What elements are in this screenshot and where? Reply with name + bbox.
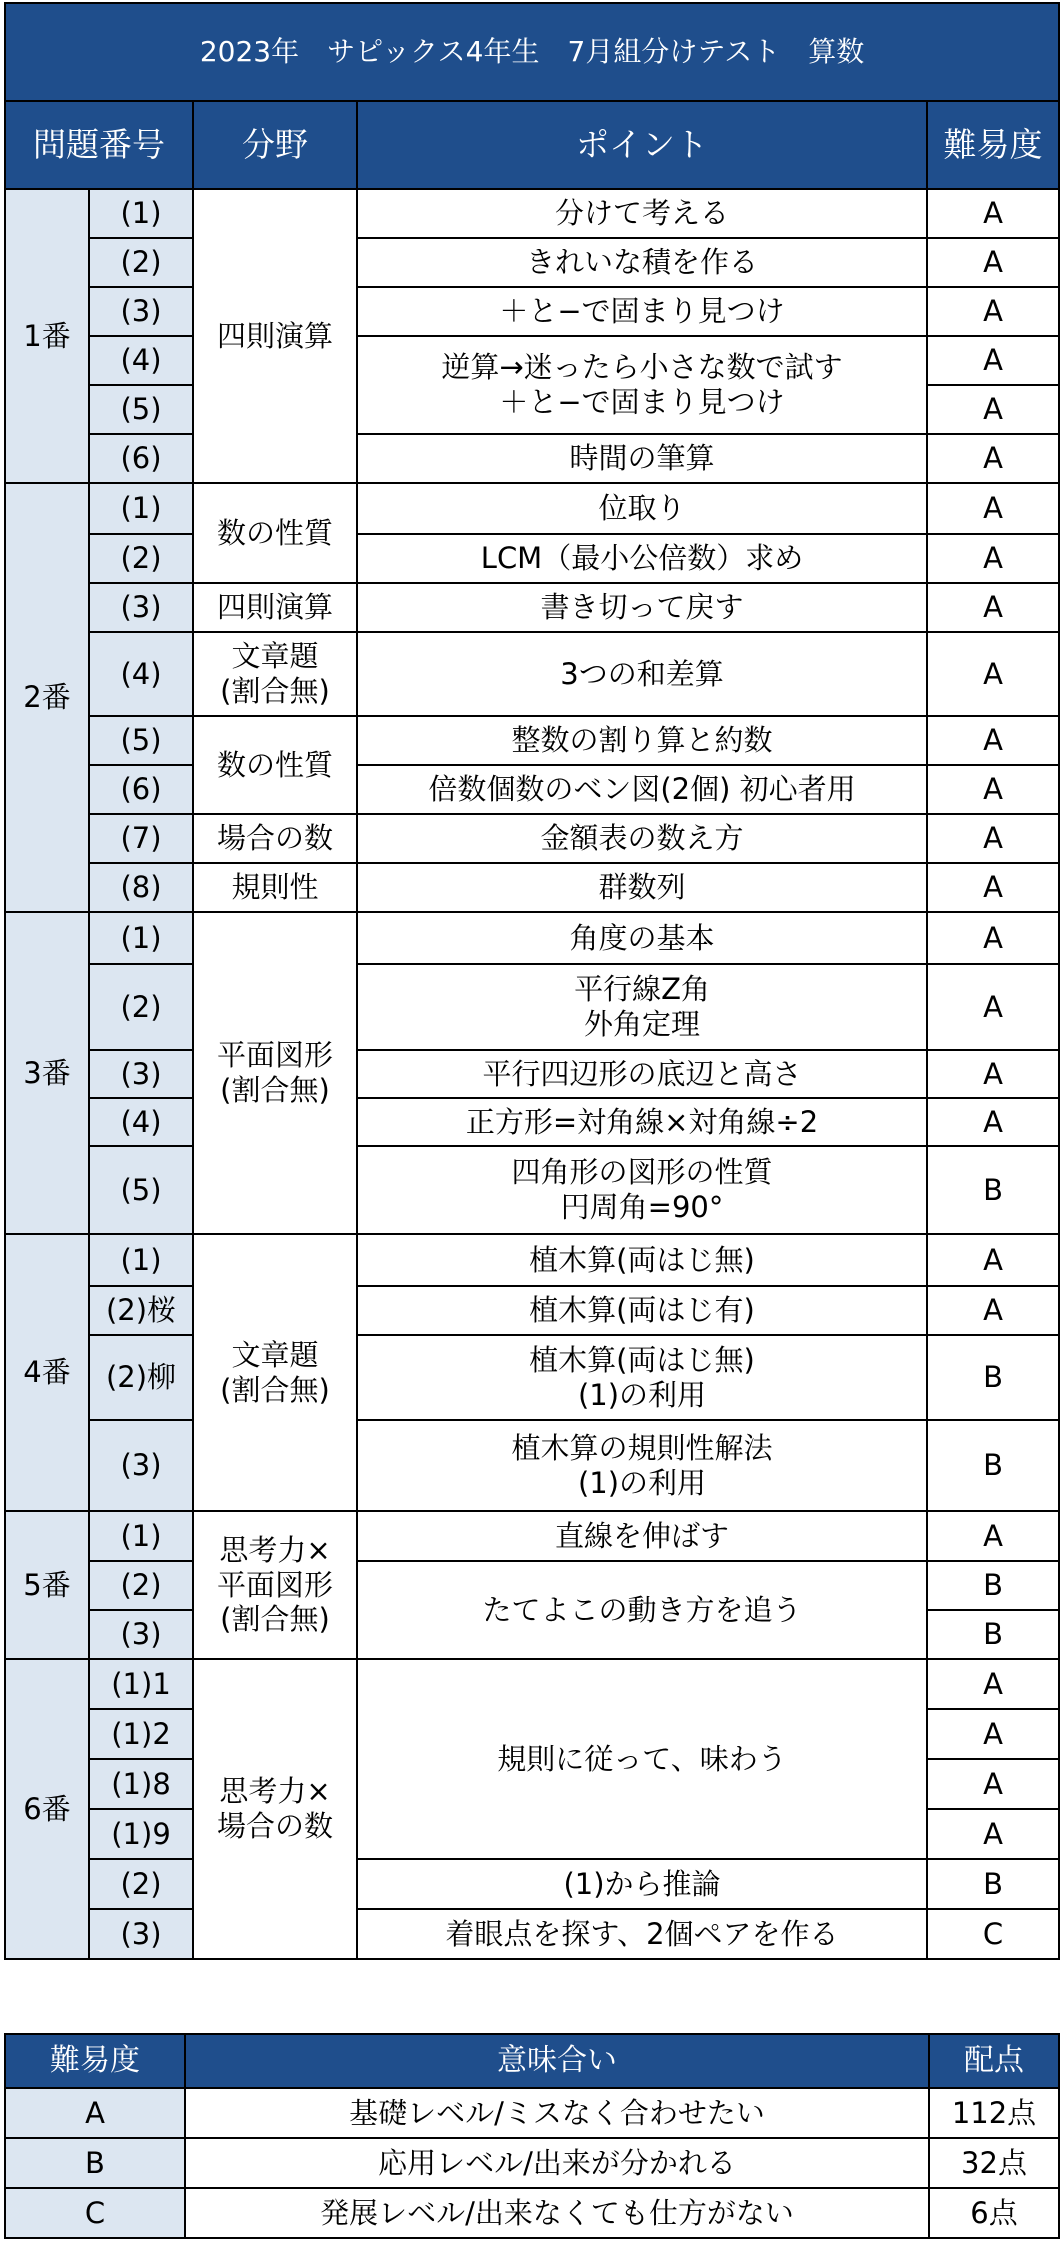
sub-question: (1)9 (89, 1809, 193, 1859)
legend-header-level: 難易度 (5, 2034, 185, 2088)
table-row (5, 1859, 1059, 1909)
point-cell: 位取り (357, 483, 927, 534)
sub-question: (8) (89, 863, 193, 912)
difficulty-cell: A (927, 632, 1059, 716)
point-cell: 時間の筆算 (357, 434, 927, 483)
point-cell: ＋と−で固まり見つけ (357, 287, 927, 336)
difficulty-cell: A (927, 1286, 1059, 1335)
difficulty-cell: A (927, 964, 1059, 1050)
difficulty-cell: A (927, 1050, 1059, 1098)
legend-score: 32点 (929, 2138, 1059, 2188)
difficulty-cell: A (927, 1809, 1059, 1859)
table-row (5, 1286, 1059, 1335)
point-cell: 群数列 (357, 863, 927, 912)
sub-question: (1)8 (89, 1759, 193, 1809)
legend-meaning: 基礎レベル/ミスなく合わせたい (185, 2088, 929, 2138)
question-label: 5番 (5, 1511, 89, 1659)
legend-header-score: 配点 (929, 2034, 1059, 2088)
difficulty-cell: A (927, 1234, 1059, 1286)
point-cell: 書き切って戻す (357, 583, 927, 632)
difficulty-cell: A (927, 1709, 1059, 1759)
sub-question: (1)2 (89, 1709, 193, 1759)
difficulty-legend-table (4, 2033, 1060, 2239)
sub-question: (1) (89, 1511, 193, 1561)
point-cell: 倍数個数のベン図(2個) 初心者用 (357, 765, 927, 814)
table-row (5, 632, 1059, 716)
table-row (5, 583, 1059, 632)
difficulty-cell: B (927, 1859, 1059, 1909)
difficulty-cell: A (927, 385, 1059, 434)
table-row (5, 716, 1059, 765)
point-cell: 整数の割り算と約数 (357, 716, 927, 765)
difficulty-cell: A (927, 1511, 1059, 1561)
difficulty-cell: B (927, 1561, 1059, 1610)
field-cell: 四則演算 (193, 583, 357, 632)
question-label: 4番 (5, 1234, 89, 1511)
test-analysis-table (4, 2, 1060, 1960)
sub-question: (1) (89, 1234, 193, 1286)
question-label: 6番 (5, 1659, 89, 1959)
sub-question: (1)1 (89, 1659, 193, 1709)
difficulty-cell: A (927, 863, 1059, 912)
point-cell: 逆算→迷ったら小さな数で試す ＋と−で固まり見つけ (357, 336, 927, 434)
difficulty-cell: A (927, 238, 1059, 287)
header-field: 分野 (193, 101, 357, 189)
sub-question: (1) (89, 189, 193, 238)
difficulty-cell: A (927, 1098, 1059, 1146)
table-title: 2023年 サピックス4年生 7月組分けテスト 算数 (5, 3, 1059, 101)
table-row (5, 964, 1059, 1050)
table-row (5, 1335, 1059, 1420)
table-row (5, 765, 1059, 814)
point-cell: 平行四辺形の底辺と高さ (357, 1050, 927, 1098)
sub-question: (3) (89, 583, 193, 632)
field-cell: 数の性質 (193, 483, 357, 583)
sub-question: (7) (89, 814, 193, 863)
header-point: ポイント (357, 101, 927, 189)
point-cell: 直線を伸ばす (357, 1511, 927, 1561)
table-row (5, 1659, 1059, 1709)
difficulty-cell: A (927, 1659, 1059, 1709)
table-row (5, 863, 1059, 912)
table-row (5, 336, 1059, 385)
point-cell: 着眼点を探す、2個ペアを作る (357, 1909, 927, 1959)
sub-question: (3) (89, 1610, 193, 1659)
sub-question: (5) (89, 385, 193, 434)
point-cell: きれいな積を作る (357, 238, 927, 287)
legend-row (5, 2188, 1059, 2238)
table-row (5, 1098, 1059, 1146)
point-cell: 植木算(両はじ有) (357, 1286, 927, 1335)
point-cell: LCM（最小公倍数）求め (357, 534, 927, 583)
point-cell: 植木算の規則性解法 (1)の利用 (357, 1420, 927, 1511)
difficulty-cell: A (927, 189, 1059, 238)
table-row (5, 287, 1059, 336)
sub-question: (3) (89, 1420, 193, 1511)
sub-question: (6) (89, 434, 193, 483)
question-label: 1番 (5, 189, 89, 483)
sub-question: (2) (89, 1859, 193, 1909)
sub-question: (4) (89, 336, 193, 385)
difficulty-cell: A (927, 912, 1059, 964)
point-cell: 3つの和差算 (357, 632, 927, 716)
sub-question: (2) (89, 964, 193, 1050)
question-label: 3番 (5, 912, 89, 1234)
field-cell: 数の性質 (193, 716, 357, 814)
legend-score: 6点 (929, 2188, 1059, 2238)
difficulty-cell: B (927, 1610, 1059, 1659)
sub-question: (3) (89, 287, 193, 336)
table-row (5, 1050, 1059, 1098)
table-row (5, 434, 1059, 483)
point-cell: 分けて考える (357, 189, 927, 238)
field-cell: 思考力× 平面図形 (割合無) (193, 1511, 357, 1659)
table-row (5, 1909, 1059, 1959)
sub-question: (2)桜 (89, 1286, 193, 1335)
field-cell: 場合の数 (193, 814, 357, 863)
difficulty-cell: A (927, 534, 1059, 583)
table-row (5, 1146, 1059, 1234)
sub-question: (4) (89, 1098, 193, 1146)
header-difficulty: 難易度 (927, 101, 1059, 189)
legend-score: 112点 (929, 2088, 1059, 2138)
point-cell: 平行線Z角 外角定理 (357, 964, 927, 1050)
sub-question: (2) (89, 1561, 193, 1610)
field-cell: 平面図形 (割合無) (193, 912, 357, 1234)
field-cell: 四則演算 (193, 189, 357, 483)
field-cell: 思考力× 場合の数 (193, 1659, 357, 1959)
difficulty-cell: A (927, 765, 1059, 814)
legend-level: B (5, 2138, 185, 2188)
sub-question: (5) (89, 1146, 193, 1234)
difficulty-cell: B (927, 1335, 1059, 1420)
table-row (5, 1561, 1059, 1610)
point-cell: 植木算(両はじ無) (357, 1234, 927, 1286)
field-cell: 文章題 (割合無) (193, 1234, 357, 1511)
legend-level: C (5, 2188, 185, 2238)
difficulty-cell: C (927, 1909, 1059, 1959)
point-cell: (1)から推論 (357, 1859, 927, 1909)
field-cell: 規則性 (193, 863, 357, 912)
difficulty-cell: A (927, 716, 1059, 765)
sub-question: (2) (89, 238, 193, 287)
sub-question: (2)柳 (89, 1335, 193, 1420)
table-row (5, 912, 1059, 964)
table-row (5, 1420, 1059, 1511)
legend-meaning: 発展レベル/出来なくても仕方がない (185, 2188, 929, 2238)
point-cell: 規則に従って、味わう (357, 1659, 927, 1859)
legend-meaning: 応用レベル/出来が分かれる (185, 2138, 929, 2188)
difficulty-cell: A (927, 336, 1059, 385)
table-row (5, 483, 1059, 534)
header-question-number: 問題番号 (5, 101, 193, 189)
table-row (5, 814, 1059, 863)
sub-question: (2) (89, 534, 193, 583)
sub-question: (1) (89, 912, 193, 964)
difficulty-cell: A (927, 1759, 1059, 1809)
sub-question: (3) (89, 1909, 193, 1959)
sub-question: (1) (89, 483, 193, 534)
field-cell: 文章題 (割合無) (193, 632, 357, 716)
point-cell: 金額表の数え方 (357, 814, 927, 863)
legend-level: A (5, 2088, 185, 2138)
table-row (5, 534, 1059, 583)
difficulty-cell: B (927, 1420, 1059, 1511)
question-label: 2番 (5, 483, 89, 912)
difficulty-cell: A (927, 814, 1059, 863)
difficulty-cell: A (927, 583, 1059, 632)
table-row (5, 1234, 1059, 1286)
point-cell: 正方形=対角線×対角線÷2 (357, 1098, 927, 1146)
legend-header-meaning: 意味合い (185, 2034, 929, 2088)
table-row (5, 189, 1059, 238)
difficulty-cell: B (927, 1146, 1059, 1234)
point-cell: たてよこの動き方を追う (357, 1561, 927, 1659)
legend-row (5, 2138, 1059, 2188)
difficulty-cell: A (927, 434, 1059, 483)
legend-row (5, 2088, 1059, 2138)
sub-question: (5) (89, 716, 193, 765)
point-cell: 四角形の図形の性質 円周角=90° (357, 1146, 927, 1234)
table-row (5, 238, 1059, 287)
table-row (5, 1511, 1059, 1561)
sub-question: (3) (89, 1050, 193, 1098)
sub-question: (4) (89, 632, 193, 716)
sub-question: (6) (89, 765, 193, 814)
point-cell: 植木算(両はじ無) (1)の利用 (357, 1335, 927, 1420)
difficulty-cell: A (927, 483, 1059, 534)
point-cell: 角度の基本 (357, 912, 927, 964)
difficulty-cell: A (927, 287, 1059, 336)
